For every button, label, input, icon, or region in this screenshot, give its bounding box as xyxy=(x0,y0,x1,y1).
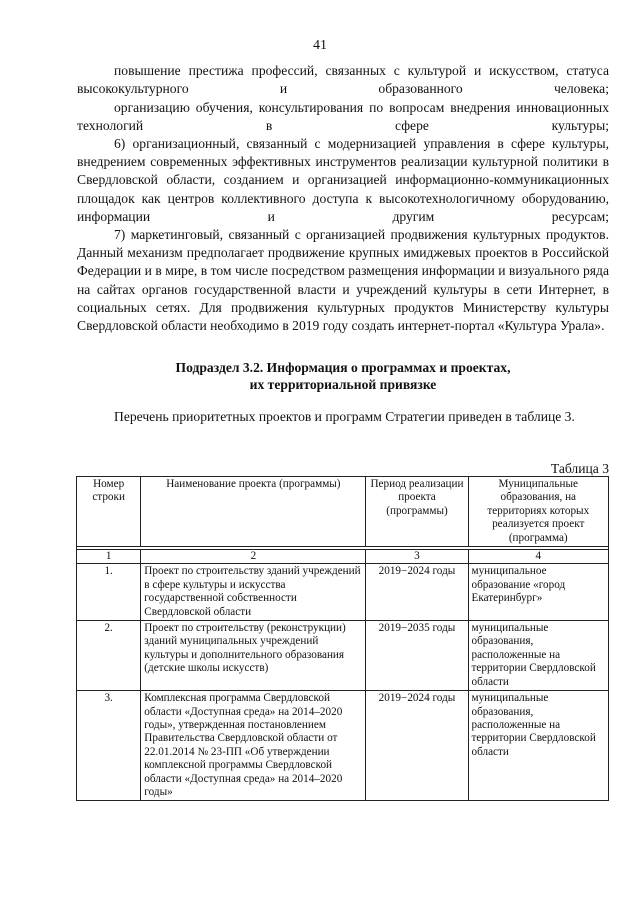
project-period: 2019−2035 годы xyxy=(366,621,468,691)
row-number: 1. xyxy=(77,564,141,621)
table-row xyxy=(77,691,609,801)
header-project-name: Наименование проекта (программы) xyxy=(141,477,366,547)
column-number: 1 xyxy=(77,550,141,564)
heading-line-2: их территориальной привязке xyxy=(249,377,437,392)
column-number: 4 xyxy=(468,550,609,564)
paragraph-marketing: 7) маркетинговый, связанный с организацией продвижения культурных продуктов. Данный механизм предполагает продвижение крупных имиджевых проектов в Российской Федерации и в мире, в том числе посредством размещения информации и визуального ряда на сайтах органов государственной власти и учреждений культуры в сети Интернет, в социальных сетях. Для продвижения культурных продуктов Министерству культуры Свердловской области необходимо в 2019 году создать интернет-портал «Культура Урала». xyxy=(77,227,609,334)
project-name: Проект по строительству зданий учреждений в сфере культуры и искусства государственной собственности Свердловской области xyxy=(141,564,366,621)
table-row xyxy=(77,564,609,621)
row-number: 2. xyxy=(77,621,141,691)
heading-line-1: Подраздел 3.2. Информация о программах и проектах, xyxy=(175,360,511,375)
project-municipality: муниципальные образования, расположенные на территории Свердловской области xyxy=(468,621,609,691)
project-municipality: муниципальное образование «город Екатеринбург» xyxy=(468,564,609,621)
table-intro: Перечень приоритетных проектов и программ Стратегии приведен в таблице 3. xyxy=(114,409,575,424)
paragraph-training: организацию обучения, консультирования по вопросам внедрения инновационных технологий в сфере культуры; xyxy=(77,100,609,134)
table-header-row xyxy=(77,477,609,547)
row-number: 3. xyxy=(77,691,141,801)
column-number-row xyxy=(77,550,609,564)
project-name: Проект по строительству (реконструкции) зданий муниципальных учреждений культуры и дополнительного образования (детские школы искусств) xyxy=(141,621,366,691)
project-municipality: муниципальные образования, расположенные на территории Свердловской области xyxy=(468,691,609,801)
page-number: 41 xyxy=(313,38,327,53)
column-number: 3 xyxy=(366,550,468,564)
paragraph-organizational: 6) организационный, связанный с модернизацией управления в сфере культуры, внедрением современных эффективных инструментов реализации культурной политики в Свердловской области, созданием и организацией информационно-коммуникационных площадок как центров коллективного доступа к высокотехнологичному оборудованию, информации и другим ресурсам; xyxy=(77,136,609,224)
paragraph-prestige: повышение престижа профессий, связанных с культурой и искусством, статуса высококультурного и образованного человека; xyxy=(77,63,609,97)
table-caption: Таблица 3 xyxy=(550,461,609,476)
header-municipalities: Муниципальные образования, на территориях которых реализуется проект (программа) xyxy=(468,477,609,547)
header-period: Период реализации проекта (программы) xyxy=(366,477,468,547)
project-period: 2019−2024 годы xyxy=(366,691,468,801)
project-period: 2019−2024 годы xyxy=(366,564,468,621)
header-row-number: Номер строки xyxy=(77,477,141,547)
project-name: Комплексная программа Свердловской области «Доступная среда» на 2014–2020 годы», утвержденная постановлением Правительства Свердловской области от 22.01.2014 № 23-ПП «Об утверждении комплексной программы Свердловской области «Доступная среда» на 2014–2020 годы» xyxy=(141,691,366,801)
column-number: 2 xyxy=(141,550,366,564)
section-heading xyxy=(77,359,609,393)
projects-table xyxy=(76,476,609,801)
table-row xyxy=(77,621,609,691)
